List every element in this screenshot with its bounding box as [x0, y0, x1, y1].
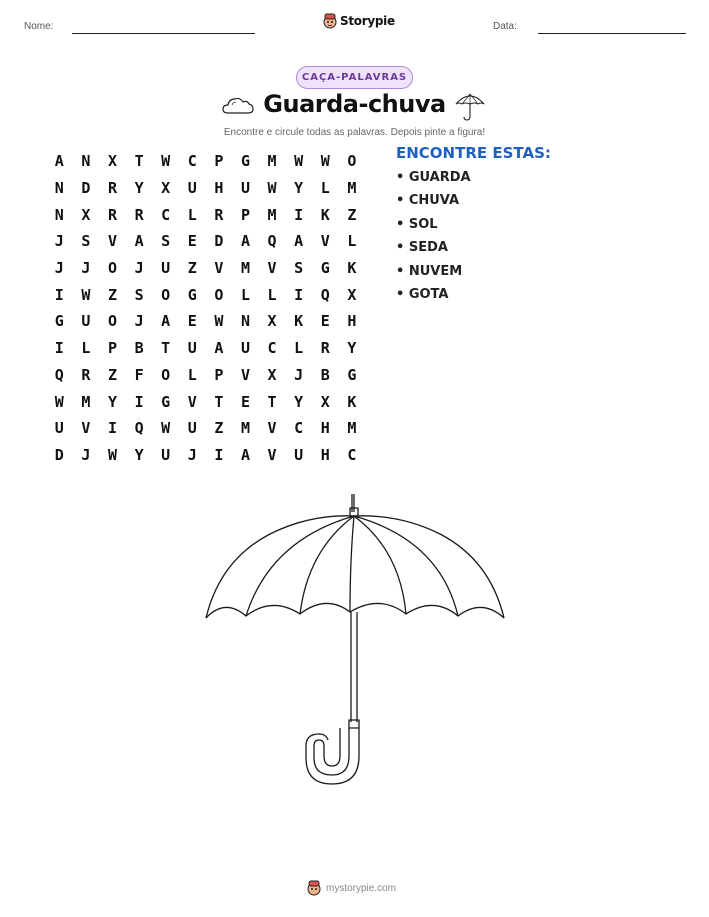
grid-letter[interactable]: U [187, 419, 197, 438]
grid-letter[interactable]: X [267, 312, 277, 331]
grid-letter[interactable]: G [161, 392, 171, 411]
grid-letter[interactable]: S [161, 232, 171, 251]
grid-letter[interactable]: V [214, 259, 224, 278]
grid-letter[interactable]: X [347, 285, 357, 304]
grid-letter[interactable]: Z [187, 259, 197, 278]
word-item: • GOTA [396, 286, 449, 302]
grid-letter[interactable]: C [347, 445, 357, 464]
grid-letter[interactable]: D [214, 232, 224, 251]
grid-letter[interactable]: Y [134, 445, 144, 464]
grid-letter[interactable]: Q [134, 419, 144, 438]
grid-letter[interactable]: T [161, 339, 171, 358]
grid-letter[interactable]: R [320, 339, 330, 358]
grid-letter[interactable]: Y [107, 392, 117, 411]
grid-letter[interactable]: U [187, 339, 197, 358]
grid-letter[interactable]: L [187, 365, 197, 384]
grid-row [46, 175, 365, 202]
grid-letter[interactable]: W [267, 179, 277, 198]
grid-letter[interactable]: J [187, 445, 197, 464]
word-list-title: ENCONTRE ESTAS: [396, 144, 551, 162]
page-title: Guarda-chuva [263, 90, 446, 118]
category-badge: CAÇA-PALAVRAS [296, 66, 413, 89]
grid-letter[interactable]: Z [347, 205, 357, 224]
grid-letter[interactable]: U [240, 339, 250, 358]
name-label: Nome: [24, 21, 54, 32]
grid-letter[interactable]: U [54, 419, 64, 438]
grid-letter[interactable]: P [214, 365, 224, 384]
grid-letter[interactable]: M [267, 205, 277, 224]
grid-letter[interactable]: C [294, 419, 304, 438]
grid-letter[interactable]: O [347, 152, 357, 171]
grid-letter[interactable]: S [134, 285, 144, 304]
word-search-grid[interactable] [46, 148, 365, 468]
brand-name: Storypie [340, 14, 395, 28]
grid-row [46, 148, 365, 175]
grid-letter[interactable]: R [134, 205, 144, 224]
grid-letter[interactable]: V [107, 232, 117, 251]
grid-letter[interactable]: Y [347, 339, 357, 358]
grid-row [46, 228, 365, 255]
grid-letter[interactable]: J [134, 312, 144, 331]
grid-letter[interactable]: X [161, 179, 171, 198]
grid-letter[interactable]: I [54, 339, 64, 358]
grid-letter[interactable]: J [294, 365, 304, 384]
grid-letter[interactable]: L [267, 285, 277, 304]
grid-letter[interactable]: L [294, 339, 304, 358]
grid-letter[interactable]: Q [267, 232, 277, 251]
grid-letter[interactable]: D [81, 179, 91, 198]
grid-letter[interactable]: U [240, 179, 250, 198]
grid-letter[interactable]: K [294, 312, 304, 331]
word-list [396, 170, 471, 310]
word-item: • NUVEM [396, 263, 463, 279]
grid-letter[interactable]: H [347, 312, 357, 331]
grid-letter[interactable]: Q [320, 285, 330, 304]
grid-letter[interactable]: V [240, 365, 250, 384]
grid-letter[interactable]: X [267, 365, 277, 384]
grid-letter[interactable]: J [81, 259, 91, 278]
grid-letter[interactable]: O [107, 259, 117, 278]
grid-letter[interactable]: G [54, 312, 64, 331]
grid-row [46, 335, 365, 362]
grid-letter[interactable]: U [161, 259, 171, 278]
grid-letter[interactable]: E [240, 392, 250, 411]
grid-row [46, 281, 365, 308]
grid-letter[interactable]: C [187, 152, 197, 171]
grid-letter[interactable]: A [161, 312, 171, 331]
grid-letter[interactable]: E [187, 312, 197, 331]
grid-letter[interactable]: O [161, 285, 171, 304]
grid-row [46, 308, 365, 335]
grid-letter[interactable]: T [267, 392, 277, 411]
grid-letter[interactable]: V [267, 419, 277, 438]
grid-letter[interactable]: Y [294, 179, 304, 198]
grid-letter[interactable]: Z [107, 285, 117, 304]
grid-letter[interactable]: M [347, 179, 357, 198]
storypie-mascot-icon [307, 880, 321, 896]
grid-letter[interactable]: W [294, 152, 304, 171]
grid-letter[interactable]: W [81, 285, 91, 304]
grid-row [46, 362, 365, 389]
grid-letter[interactable]: P [214, 152, 224, 171]
grid-letter[interactable]: R [107, 179, 117, 198]
grid-letter[interactable]: U [81, 312, 91, 331]
grid-letter[interactable]: V [267, 259, 277, 278]
grid-letter[interactable]: M [240, 419, 250, 438]
date-line[interactable] [538, 33, 686, 34]
grid-letter[interactable]: G [320, 259, 330, 278]
grid-letter[interactable]: A [134, 232, 144, 251]
grid-letter[interactable]: T [134, 152, 144, 171]
grid-letter[interactable]: S [81, 232, 91, 251]
grid-letter[interactable]: V [81, 419, 91, 438]
grid-letter[interactable]: Y [134, 179, 144, 198]
grid-letter[interactable]: W [161, 419, 171, 438]
grid-letter[interactable]: I [134, 392, 144, 411]
grid-letter[interactable]: M [240, 259, 250, 278]
storypie-mascot-icon [323, 13, 337, 29]
grid-letter[interactable]: H [214, 179, 224, 198]
grid-letter[interactable]: P [107, 339, 117, 358]
grid-letter[interactable]: Z [107, 365, 117, 384]
grid-row [46, 388, 365, 415]
grid-letter[interactable]: R [214, 205, 224, 224]
grid-letter[interactable]: X [320, 392, 330, 411]
grid-letter[interactable]: J [134, 259, 144, 278]
grid-letter[interactable]: A [240, 445, 250, 464]
footer [307, 880, 396, 896]
grid-letter[interactable]: M [347, 419, 357, 438]
grid-letter[interactable]: U [294, 445, 304, 464]
grid-letter[interactable]: L [81, 339, 91, 358]
grid-letter[interactable]: Q [54, 365, 64, 384]
grid-letter[interactable]: I [294, 205, 304, 224]
name-line[interactable] [72, 33, 255, 34]
grid-letter[interactable]: N [54, 179, 64, 198]
grid-letter[interactable]: H [320, 419, 330, 438]
umbrella-figure [200, 490, 510, 790]
grid-letter[interactable]: H [320, 445, 330, 464]
grid-letter[interactable]: B [134, 339, 144, 358]
grid-letter[interactable]: U [187, 179, 197, 198]
grid-letter[interactable]: O [161, 365, 171, 384]
grid-row [46, 415, 365, 442]
grid-letter[interactable]: L [347, 232, 357, 251]
grid-letter[interactable]: L [320, 179, 330, 198]
grid-letter[interactable]: Z [214, 419, 224, 438]
grid-letter[interactable]: L [187, 205, 197, 224]
grid-letter[interactable]: V [267, 445, 277, 464]
grid-letter[interactable]: K [320, 205, 330, 224]
grid-letter[interactable]: J [54, 259, 64, 278]
word-item: • CHUVA [396, 193, 460, 209]
grid-letter[interactable]: O [107, 312, 117, 331]
grid-letter[interactable]: I [107, 419, 117, 438]
grid-letter[interactable]: K [347, 259, 357, 278]
grid-letter[interactable]: X [107, 152, 117, 171]
grid-letter[interactable]: G [347, 365, 357, 384]
grid-letter[interactable]: V [187, 392, 197, 411]
grid-letter[interactable]: E [320, 312, 330, 331]
grid-letter[interactable]: N [240, 312, 250, 331]
word-item: • GUARDA [396, 170, 471, 185]
grid-letter[interactable]: F [134, 365, 144, 384]
grid-letter[interactable]: W [161, 152, 171, 171]
grid-letter[interactable]: G [187, 285, 197, 304]
grid-letter[interactable]: I [294, 285, 304, 304]
grid-letter[interactable]: R [107, 205, 117, 224]
grid-letter[interactable]: C [161, 205, 171, 224]
grid-row [46, 442, 365, 469]
grid-letter[interactable]: U [161, 445, 171, 464]
grid-letter[interactable]: W [54, 392, 64, 411]
grid-letter[interactable]: J [81, 445, 91, 464]
grid-letter[interactable]: S [294, 259, 304, 278]
grid-letter[interactable]: V [320, 232, 330, 251]
instructions: Encontre e circule todas as palavras. Depois pinte a figura! [223, 127, 486, 138]
grid-letter[interactable]: M [81, 392, 91, 411]
grid-letter[interactable]: N [54, 205, 64, 224]
grid-letter[interactable]: N [81, 152, 91, 171]
grid-letter[interactable]: W [320, 152, 330, 171]
umbrella-icon [454, 90, 486, 122]
grid-letter[interactable]: W [107, 445, 117, 464]
grid-letter[interactable]: I [214, 445, 224, 464]
grid-letter[interactable]: W [214, 312, 224, 331]
brand-logo [323, 13, 395, 29]
grid-letter[interactable]: G [240, 152, 250, 171]
grid-row [46, 255, 365, 282]
grid-letter[interactable]: E [187, 232, 197, 251]
grid-letter[interactable]: K [347, 392, 357, 411]
grid-letter[interactable]: J [54, 232, 64, 251]
grid-letter[interactable]: Y [294, 392, 304, 411]
grid-letter[interactable]: T [214, 392, 224, 411]
grid-letter[interactable]: O [214, 285, 224, 304]
footer-url[interactable]: mystorypie.com [326, 882, 397, 894]
grid-letter[interactable]: L [240, 285, 250, 304]
grid-letter[interactable]: A [240, 232, 250, 251]
grid-letter[interactable]: R [81, 365, 91, 384]
grid-letter[interactable]: I [54, 285, 64, 304]
grid-row [46, 201, 365, 228]
grid-letter[interactable]: A [214, 339, 224, 358]
grid-letter[interactable]: B [320, 365, 330, 384]
date-label: Data: [493, 21, 517, 32]
grid-letter[interactable]: A [294, 232, 304, 251]
word-item: • SEDA [396, 240, 448, 256]
grid-letter[interactable]: M [267, 152, 277, 171]
grid-letter[interactable]: A [54, 152, 64, 171]
word-item: • SOL [396, 216, 438, 232]
grid-letter[interactable]: D [54, 445, 64, 464]
grid-letter[interactable]: P [240, 205, 250, 224]
grid-letter[interactable]: C [267, 339, 277, 358]
grid-letter[interactable]: X [81, 205, 91, 224]
